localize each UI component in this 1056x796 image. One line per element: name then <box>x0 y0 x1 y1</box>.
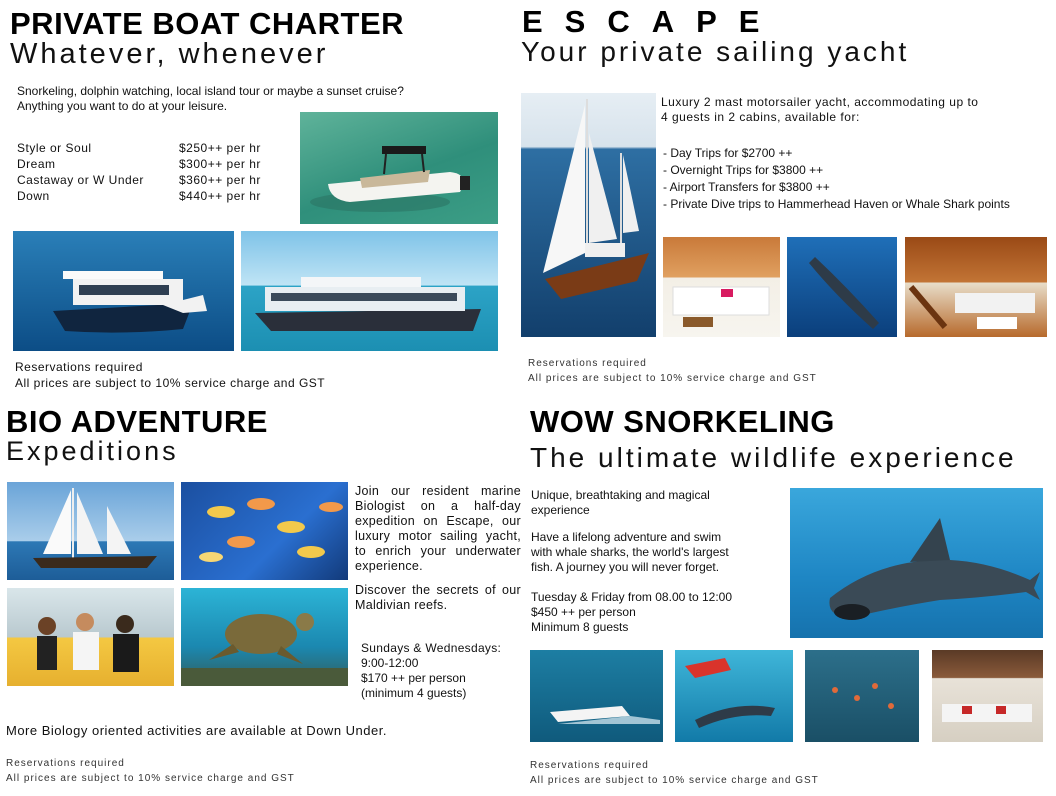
wow-schedule: Tuesday & Friday from 08.00 to 12:00 <box>531 590 732 604</box>
escape-cabin-photo <box>663 237 780 337</box>
charter-reservations: Reservations required <box>15 360 143 374</box>
escape-note: All prices are subject to 10% service charge and GST <box>528 373 817 384</box>
wow-whaleshark-photo <box>790 488 1043 638</box>
bio-yacht-photo <box>7 482 174 580</box>
wow-yacht-interior-photo <box>932 650 1043 742</box>
escape-title: ESCAPE <box>522 4 782 39</box>
charter-intro-2: Anything you want to do at your leisure. <box>17 99 228 113</box>
price-row <box>17 172 261 188</box>
bio-days: Sundays & Wednesdays: <box>361 641 502 655</box>
wow-swimmers-photo <box>805 650 919 742</box>
wow-subtitle: The ultimate wildlife experience <box>530 442 1017 473</box>
bio-discover: Discover the secrets of our Maldivian reefs. <box>355 583 521 612</box>
bio-subtitle: Expeditions <box>6 436 179 466</box>
bio-title: BIO ADVENTURE <box>6 404 268 439</box>
list-item: - Day Trips for $2700 ++ <box>663 145 1010 162</box>
bio-price: $170 ++ per person <box>361 671 466 685</box>
bio-more: More Biology oriented activities are available at Down Under. <box>6 723 387 738</box>
price-name: Down <box>17 189 50 203</box>
charter-note: All prices are subject to 10% service charge and GST <box>15 376 326 390</box>
speedboat-photo <box>300 112 498 224</box>
escape-subtitle: Your private sailing yacht <box>521 36 910 67</box>
wow-minimum: Minimum 8 guests <box>531 620 629 634</box>
bio-time: 9:00-12:00 <box>361 656 419 670</box>
bio-minimum: (minimum 4 guests) <box>361 686 467 700</box>
bio-note: All prices are subject to 10% service charge and GST <box>6 773 295 784</box>
charter-title: PRIVATE BOAT CHARTER <box>10 6 405 41</box>
price-value: $360++ per hr <box>179 173 261 187</box>
price-name: Dream <box>17 157 56 171</box>
wow-reservations: Reservations required <box>530 760 649 771</box>
price-value: $250++ per hr <box>179 141 261 155</box>
escape-whaleshark-photo <box>787 237 897 337</box>
wow-text-2b: with whale sharks, the world's largest <box>531 545 729 559</box>
price-value: $300++ per hr <box>179 157 261 171</box>
list-item: - Private Dive trips to Hammerhead Haven or Whale Shark points <box>663 196 1010 213</box>
escape-desc-2: 4 guests in 2 cabins, available for: <box>661 110 860 124</box>
escape-reservations: Reservations required <box>528 358 647 369</box>
escape-desc-1: Luxury 2 mast motorsailer yacht, accommodating up to <box>661 95 979 109</box>
dive-boat-photo-2 <box>241 231 498 351</box>
bio-description: Join our resident marine Biologist on a half-day expedition on Escape, our luxury motor sailing yacht, to enrich your underwater experience. <box>355 484 521 573</box>
price-row <box>17 188 261 204</box>
price-row <box>17 140 261 156</box>
bio-guests-photo <box>7 588 174 686</box>
wow-title: WOW SNORKELING <box>530 404 835 439</box>
bio-reservations: Reservations required <box>6 758 125 769</box>
bio-turtle-photo <box>181 588 348 686</box>
escape-saloon-photo <box>905 237 1047 337</box>
charter-price-list <box>17 140 261 204</box>
wow-snorkeler-photo <box>675 650 793 742</box>
price-row <box>17 156 261 172</box>
wow-text-2a: Have a lifelong adventure and swim <box>531 530 722 544</box>
wow-price: $450 ++ per person <box>531 605 636 619</box>
charter-intro-1: Snorkeling, dolphin watching, local island tour or maybe a sunset cruise? <box>17 84 404 98</box>
wow-text-1a: Unique, breathtaking and magical <box>531 488 710 502</box>
wow-speedboat-photo <box>530 650 663 742</box>
wow-text-2c: fish. A journey you will never forget. <box>531 560 720 574</box>
wow-note: All prices are subject to 10% service charge and GST <box>530 775 819 786</box>
charter-subtitle: Whatever, whenever <box>10 38 329 70</box>
escape-yacht-photo <box>521 93 656 337</box>
price-value: $440++ per hr <box>179 189 261 203</box>
bio-reef-fish-photo <box>181 482 348 580</box>
wow-text-1b: experience <box>531 503 590 517</box>
price-name: Castaway or W Under <box>17 173 144 187</box>
list-item: - Overnight Trips for $3800 ++ <box>663 162 1010 179</box>
dive-boat-photo-1 <box>13 231 234 351</box>
list-item: - Airport Transfers for $3800 ++ <box>663 179 1010 196</box>
escape-options-list <box>663 145 1010 213</box>
price-name: Style or Soul <box>17 141 92 155</box>
